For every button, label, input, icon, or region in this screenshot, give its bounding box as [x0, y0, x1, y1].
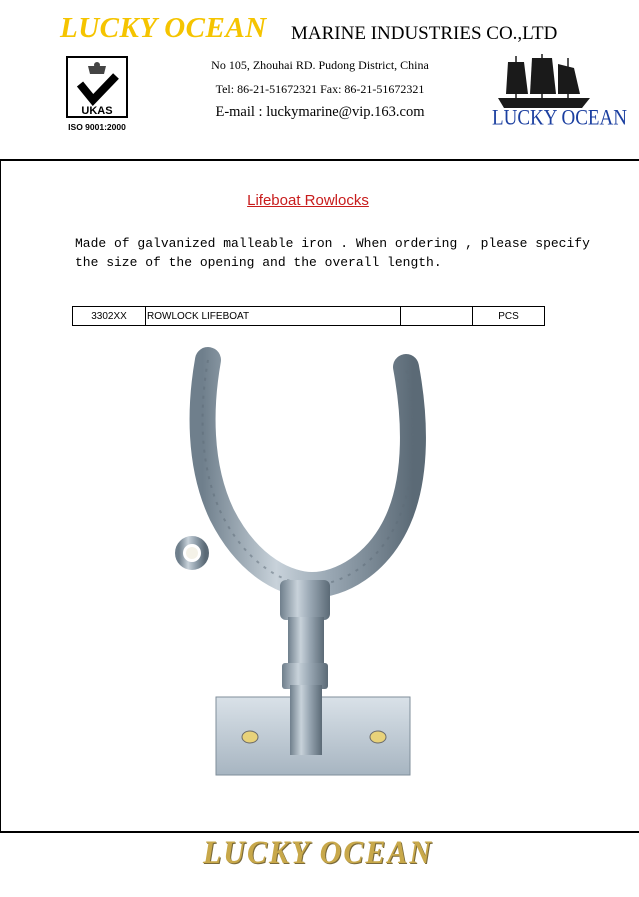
product-spec-table [72, 306, 545, 326]
footer-logo-text: LUCKY OCEAN [202, 834, 434, 871]
product-code-cell: 3302XX [73, 307, 146, 326]
page-left-edge [0, 160, 1, 832]
iso-certification-label: ISO 9001:2000 [68, 122, 126, 132]
brand-name: LUCKY OCEAN [60, 12, 267, 44]
product-description: Made of galvanized malleable iron . When ordering , please specify the size of the opening and the overall length. [75, 236, 590, 270]
product-title: Lifeboat Rowlocks [247, 192, 369, 209]
product-unit-cell: PCS [473, 307, 545, 326]
table-row [73, 307, 545, 326]
logo-text: LUCKY OCEAN [492, 106, 627, 131]
rowlock-product-image [170, 345, 440, 785]
footer-divider [0, 831, 639, 833]
company-email: E-mail : luckymarine@vip.163.com [215, 104, 425, 120]
product-spec-cell [401, 307, 473, 326]
company-address: No 105, Zhouhai RD. Pudong District, China [211, 58, 429, 72]
product-name-cell: ROWLOCK LIFEBOAT [146, 307, 401, 326]
sailing-ship-logo-icon [494, 54, 594, 110]
header-divider [0, 159, 639, 161]
company-phone-fax: Tel: 86-21-51672321 Fax: 86-21-51672321 [215, 82, 425, 96]
company-name: MARINE INDUSTRIES CO.,LTD [291, 23, 558, 44]
ukas-badge-text: UKAS [81, 105, 113, 117]
